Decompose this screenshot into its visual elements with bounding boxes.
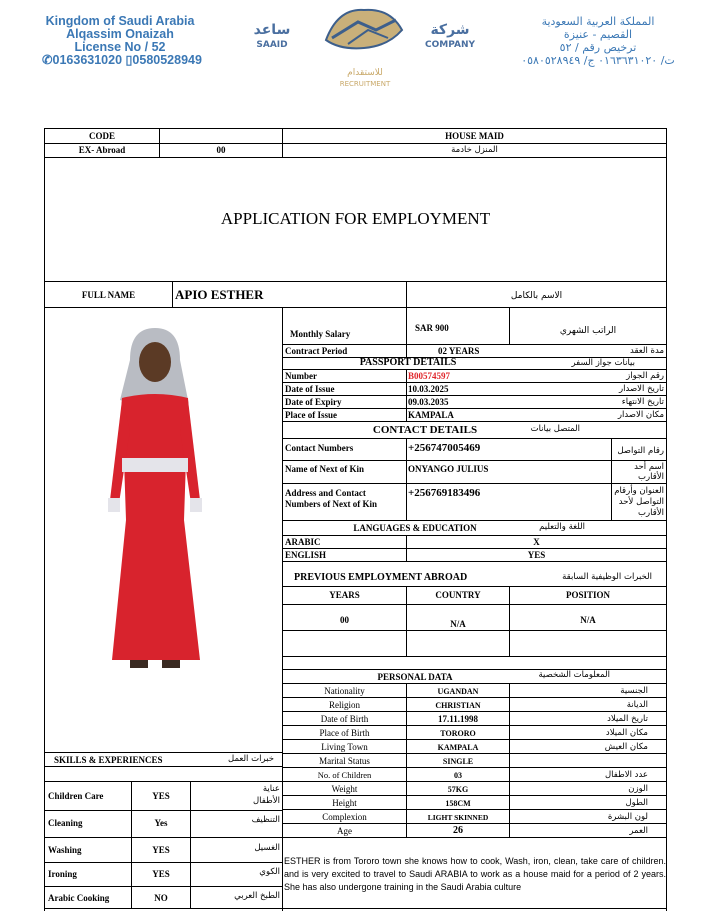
- col-country: COUNTRY: [435, 590, 481, 600]
- lang-arabic-label: ARABIC: [285, 537, 321, 547]
- logo-right-ar: شركة: [430, 22, 470, 38]
- expiry-date-value: 09.03.2035: [408, 397, 449, 407]
- next-of-kin-ar1: اسم أحد: [634, 462, 664, 472]
- lang-arabic-value: X: [533, 537, 540, 547]
- religion-label: Religion: [329, 700, 360, 710]
- page-title: APPLICATION FOR EMPLOYMENT: [220, 209, 491, 228]
- passport-heading-ar: بيانات جواز السفر: [571, 358, 635, 368]
- contact-numbers-value: +256747005469: [408, 442, 481, 454]
- age-ar: العمر: [629, 826, 648, 836]
- skill-washing-ar: الغسيل: [254, 843, 280, 853]
- complexion-label: Complexion: [322, 812, 367, 822]
- full-name-value: APIO ESTHER: [175, 287, 264, 302]
- skill-cleaning-label: Cleaning: [48, 818, 83, 828]
- previous-heading-ar: الخبرات الوظيفية السابقة: [562, 572, 652, 582]
- skill-cooking-value: NO: [154, 893, 168, 903]
- issue-place-value: KAMPALA: [408, 410, 454, 420]
- issue-place-ar: مكان الاصدار: [617, 410, 664, 420]
- code-number: 00: [216, 145, 226, 155]
- skill-ironing-value: YES: [152, 869, 170, 879]
- period-label: Contract Period: [285, 346, 348, 356]
- passport-number-ar: رقم الجواز: [626, 371, 664, 381]
- period-value: 02 YEARS: [438, 346, 480, 356]
- dob-ar: تاريخ الميلاد: [607, 714, 648, 724]
- kin-address-value: +256769183496: [408, 487, 481, 499]
- skill-cooking-ar: الطبخ العربي: [234, 891, 280, 901]
- previous-years-value: 00: [340, 615, 349, 625]
- skill-children-value: YES: [152, 791, 170, 801]
- skill-children-label: Children Care: [48, 791, 104, 801]
- skills-heading: SKILLS & EXPERIENCES: [54, 755, 163, 765]
- header-en-line2: Alqassim Onaizah: [66, 27, 174, 41]
- complexion-value: LIGHT SKINNED: [427, 813, 489, 822]
- weight-ar: الوزن: [628, 784, 648, 794]
- height-label: Height: [332, 798, 357, 808]
- skill-ironing-label: Ironing: [48, 869, 77, 879]
- personal-heading: PERSONAL DATA: [377, 672, 453, 682]
- kin-address-ar2: التواصل لأحد: [618, 497, 664, 507]
- issue-date-value: 10.03.2025: [408, 384, 449, 394]
- contact-numbers-label: Contact Numbers: [285, 443, 354, 453]
- code-label: CODE: [88, 131, 115, 141]
- children-ar: عدد الاطفال: [604, 770, 648, 780]
- header-en-phones: [12, 54, 232, 67]
- lang-english-label: ENGLISH: [285, 550, 327, 560]
- pob-ar: مكان الميلاد: [605, 728, 648, 738]
- kin-address-ar1: العنوان وأرقام: [614, 486, 664, 496]
- phone-icon: ✆: [42, 53, 53, 67]
- expiry-date-ar: تاريخ الانتهاء: [621, 397, 664, 407]
- contact-numbers-ar: رقام التواصل: [617, 446, 664, 456]
- issue-date-label: Date of Issue: [285, 384, 335, 394]
- age-value: 26: [453, 825, 463, 836]
- logo-left-ar: ساعد: [253, 22, 291, 38]
- nationality-ar: الجنسية: [620, 686, 648, 696]
- next-of-kin-label: Name of Next of Kin: [285, 464, 364, 474]
- col-years: YEARS: [329, 590, 360, 600]
- previous-heading: PREVIOUS EMPLOYMENT ABROAD: [294, 572, 468, 583]
- age-label: Age: [337, 826, 352, 836]
- full-name-label: FULL NAME: [81, 290, 136, 300]
- header-ar-line4: ت/ ٠١٦٣٦٣١٠٢٠ ج/ ٠٥٨٠٥٢٨٩٤٩: [521, 54, 675, 67]
- contact-heading-ar: المتصل بيانات: [530, 424, 580, 434]
- skill-washing-label: Washing: [48, 845, 82, 855]
- religion-ar: الديانة: [626, 700, 648, 710]
- next-of-kin-ar2: الأقارب: [638, 472, 664, 482]
- contact-heading: CONTACT DETAILS: [372, 424, 478, 436]
- period-ar: مدة العقد: [630, 346, 664, 356]
- skill-children-ar1: عناية: [262, 784, 280, 794]
- salary-ar: الراتب الشهري: [559, 326, 617, 336]
- marital-value: SINGLE: [442, 757, 474, 766]
- header-ar-line1: المملكة العربية السعودية: [541, 15, 655, 28]
- skill-children-ar2: الأطفال: [252, 796, 280, 806]
- logo-sub-en: RECRUITMENT: [339, 80, 391, 88]
- kin-address-label2: Numbers of Next of Kin: [285, 499, 377, 509]
- salary-value: SAR 900: [415, 323, 449, 333]
- complexion-ar: لون البشرة: [607, 812, 648, 822]
- living-town-ar: مكان العيش: [604, 742, 648, 752]
- header-en-line1: Kingdom of Saudi Arabia: [45, 14, 195, 28]
- issue-date-ar: تاريخ الاصدار: [619, 384, 664, 394]
- living-town-label: Living Town: [321, 742, 368, 752]
- letterhead: [0, 0, 713, 110]
- skill-cooking-label: Arabic Cooking: [48, 893, 110, 903]
- skill-washing-value: YES: [152, 845, 170, 855]
- nationality-label: Nationality: [324, 686, 365, 696]
- lang-english-value: YES: [527, 550, 546, 560]
- remarks-text: ESTHER is from Tororo town she knows how to cook, Wash, iron, clean, take care of children. and is very excited to travel to Saudi ARABIA to work as a house maid for a period of 2 years. She has also undergone training in the Saudi Arabia culture: [284, 856, 666, 892]
- position-label: HOUSE MAID: [445, 131, 504, 141]
- logo-left-en: SAAID: [256, 40, 288, 50]
- skill-cleaning-ar: التنظيف: [251, 815, 280, 825]
- previous-position-value: N/A: [580, 615, 596, 625]
- dob-value: 17.11.1998: [437, 714, 478, 724]
- kin-address-label1: Address and Contact: [285, 488, 366, 498]
- header-ar-line3: ترخيص رقم / ٥٢: [559, 41, 637, 54]
- living-town-value: KAMPALA: [437, 743, 479, 752]
- full-name-ar: الاسم بالكامل: [510, 291, 563, 301]
- nationality-value: UGANDAN: [437, 687, 479, 696]
- passport-number-label: Number: [285, 371, 317, 381]
- col-position: POSITION: [565, 590, 610, 600]
- languages-heading-ar: اللغة والتعليم: [539, 522, 585, 532]
- issue-place-label: Place of Issue: [285, 410, 337, 420]
- previous-country-value: N/A: [450, 619, 466, 629]
- passport-heading: PASSPORT DETAILS: [359, 357, 457, 368]
- salary-label: Monthly Salary: [290, 329, 351, 339]
- children-label: No. of Children: [317, 770, 372, 780]
- position-ar: المنزل خادمة: [451, 145, 498, 155]
- skill-ironing-ar: الكوي: [259, 867, 280, 877]
- religion-value: CHRISTIAN: [435, 701, 481, 710]
- expiry-date-label: Date of Expiry: [285, 397, 342, 407]
- kin-address-ar3: الأقارب: [638, 508, 664, 518]
- header-phone2: 0580528949: [132, 53, 202, 67]
- height-ar: الطول: [625, 798, 648, 808]
- passport-number-value: B00574597: [408, 371, 451, 381]
- next-of-kin-value: ONYANGO JULIUS: [408, 464, 489, 474]
- skill-cleaning-value: Yes: [154, 818, 168, 828]
- weight-value: 57KG: [447, 785, 469, 794]
- children-value: 03: [454, 771, 462, 780]
- skills-heading-ar: خبرات العمل: [228, 754, 274, 764]
- code-value: EX- Abroad: [78, 145, 126, 155]
- mobile-icon: ▯: [125, 53, 133, 67]
- pob-label: Place of Birth: [319, 728, 370, 738]
- header-en-line3: License No / 52: [74, 40, 166, 54]
- pob-value: TORORO: [440, 729, 476, 738]
- company-logo: [318, 0, 410, 68]
- logo-right-en: COMPANY: [425, 40, 475, 50]
- header-ar-line2: القصيم - عنيزة: [563, 28, 633, 41]
- header-phone1: 0163631020: [52, 53, 123, 67]
- personal-heading-ar: المعلومات الشخصية: [538, 670, 610, 680]
- logo-sub-ar: للاستقدام: [347, 68, 383, 78]
- weight-label: Weight: [331, 784, 358, 794]
- applicant-photo: [100, 320, 210, 700]
- dob-label: Date of Birth: [320, 714, 369, 724]
- languages-heading: LANGUAGES & EDUCATION: [353, 523, 477, 533]
- marital-label: Marital Status: [319, 756, 370, 766]
- height-value: 158CM: [445, 799, 471, 808]
